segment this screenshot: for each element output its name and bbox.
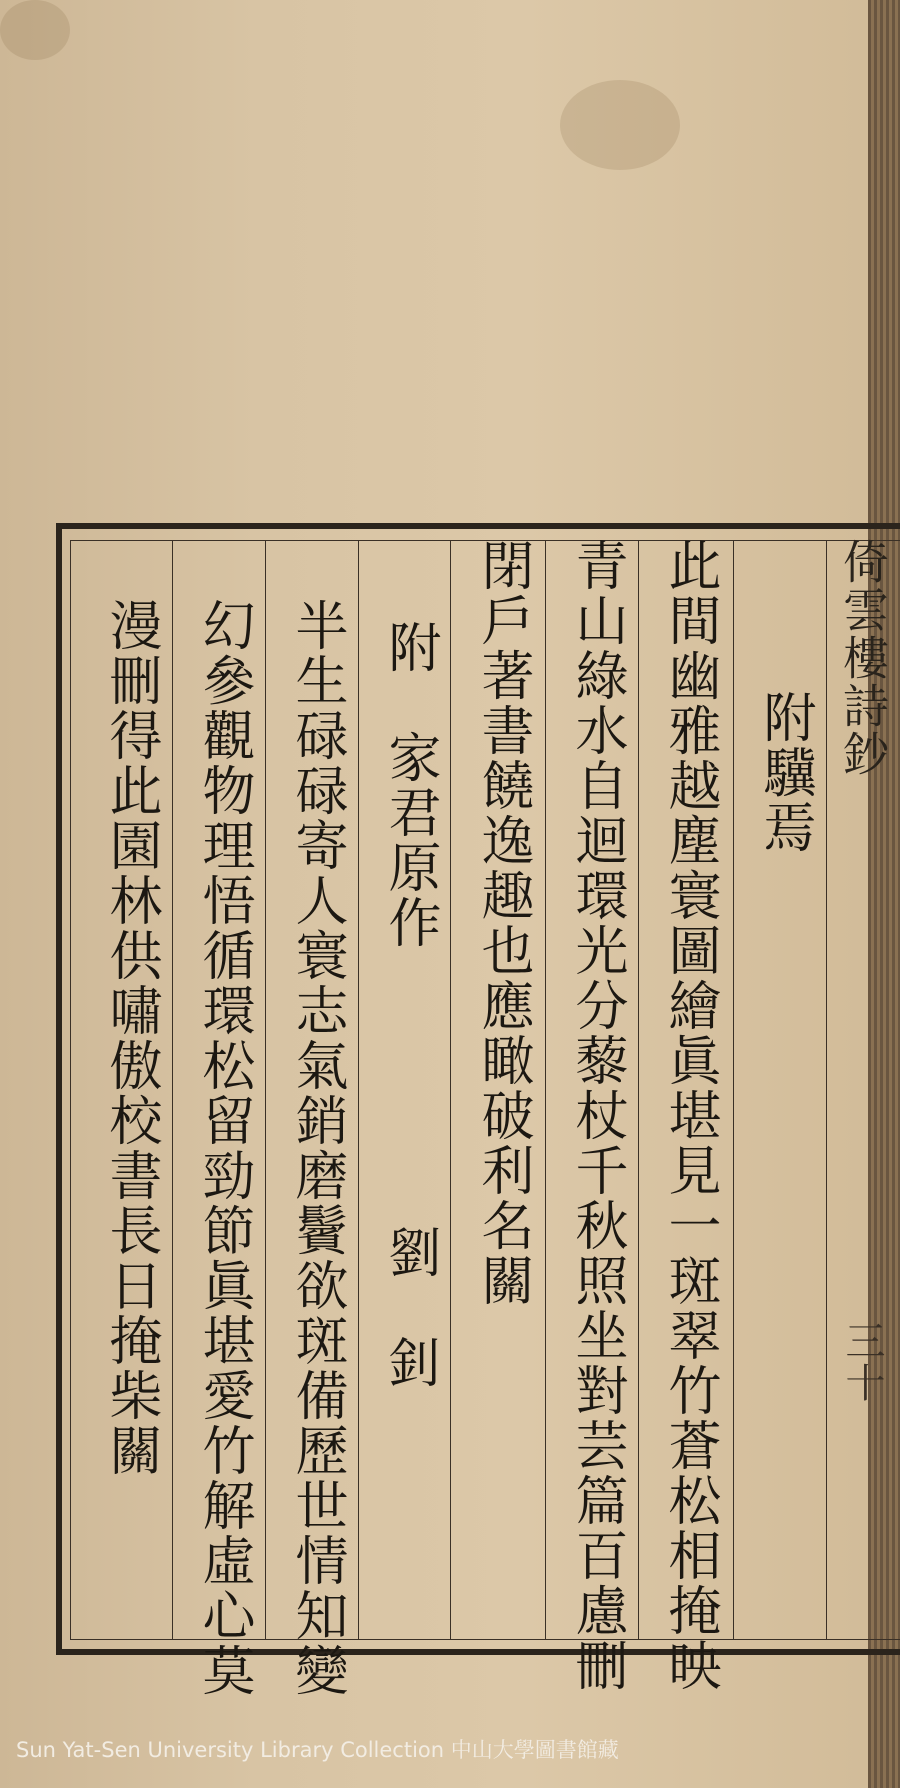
verse-column-8: 漫刪得此園林供嘯傲校書長日掩柴關 — [101, 598, 162, 1478]
column-rule — [826, 540, 827, 1640]
page-stain — [0, 0, 70, 60]
verse-column-6: 半生碌碌寄人寰志氣銷磨鬢欲斑備歷世情知變 — [287, 598, 348, 1698]
column-rule — [265, 540, 266, 1640]
column-rule — [172, 540, 173, 1640]
column-rule — [450, 540, 451, 1640]
verse-column-2: 此間幽雅越塵寰圖繪眞堪見一斑翠竹蒼松相掩映 — [660, 538, 721, 1693]
verse-column-7: 幻參觀物理悟循環松留勁節眞堪愛竹解虛心莫 — [194, 598, 255, 1698]
verse-column-4: 閉戶著書饒逸趣也應瞰破利名關 — [473, 538, 534, 1308]
verse-column-1: 附驥焉 — [755, 690, 816, 855]
folio-number: 三十 — [839, 1320, 885, 1404]
block-title: 倚雲樓詩鈔 — [836, 538, 890, 778]
verse-column-5: 附 家君原作 劉 釗 — [380, 620, 441, 1390]
library-credit: Sun Yat-Sen University Library Collection 中山大學圖書館藏 — [16, 1738, 619, 1762]
column-rule — [733, 540, 734, 1640]
column-rule — [638, 540, 639, 1640]
column-rule — [545, 540, 546, 1640]
verse-column-3: 青山綠水自迴環光分藜杖千秋照坐對芸篇百慮刪 — [567, 538, 628, 1693]
page-stain — [560, 80, 680, 170]
column-rule — [358, 540, 359, 1640]
